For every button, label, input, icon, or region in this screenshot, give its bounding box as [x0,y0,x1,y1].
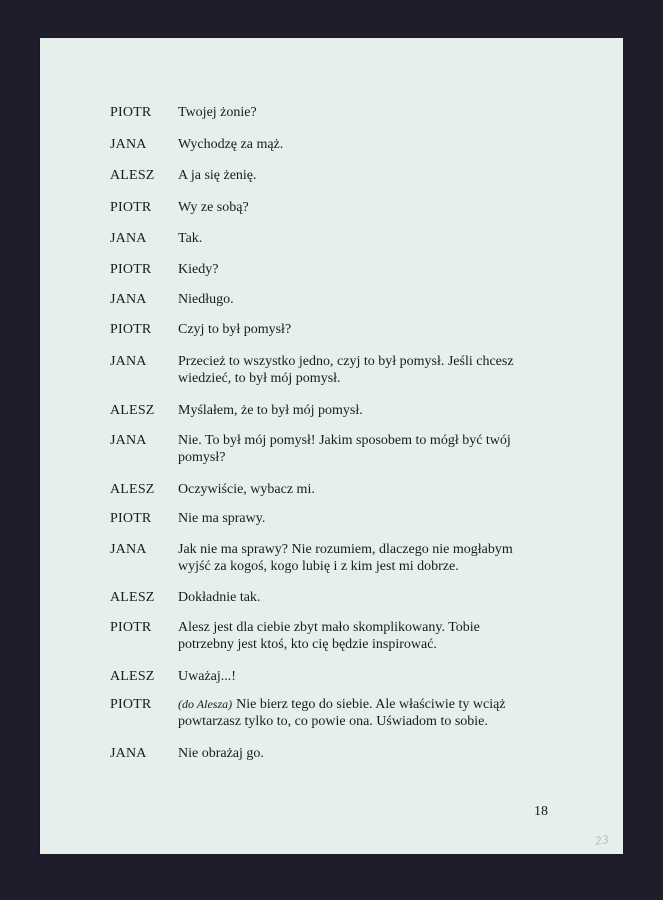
speaker-name: JANA [110,354,147,369]
speech-text: Wy ze sobą? [178,200,249,215]
speaker-name: ALESZ [110,590,155,605]
script-page [40,38,623,854]
speaker-name: JANA [110,292,147,307]
speech-text [178,696,518,730]
speech-text: Tak. [178,231,203,246]
speech-text: Jak nie ma sprawy? Nie rozumiem, dlaczego nie mogłabym wyjść za kogoś, kogo lubię i z kim jest mi dobrze. [178,542,513,574]
speaker-name: PIOTR [110,697,152,712]
speech-text: Uważaj...! [178,669,236,684]
speech-text: Dokładnie tak. [178,590,261,605]
speaker-name: ALESZ [110,482,155,497]
speech-text: Myślałem, że to był mój pomysł. [178,403,363,418]
speech-text: Kiedy? [178,262,219,277]
speaker-name: ALESZ [110,669,155,684]
speaker-name: JANA [110,433,147,448]
speech-text: Nie obrażaj go. [178,746,264,761]
speaker-name: PIOTR [110,322,152,337]
speech-text: Oczywiście, wybacz mi. [178,482,315,497]
speech-text: Nie. To był mój pomysł! Jakim sposobem to mógł być twój pomysł? [178,433,511,465]
speech-text: Wychodzę za mąż. [178,137,284,152]
speech-text: Alesz jest dla ciebie zbyt mało skomplikowany. Tobie potrzebny jest ktoś, kto cię będzie inspirować. [178,620,480,652]
speaker-name: ALESZ [110,168,155,183]
speech-text: Nie ma sprawy. [178,511,266,526]
speaker-name: ALESZ [110,403,155,418]
speaker-name: PIOTR [110,511,152,526]
page-number: 18 [534,804,548,819]
margin-note: 23 [594,833,610,848]
speaker-name: JANA [110,231,147,246]
speech-body: Nie bierz tego do siebie. Ale właściwie ty wciąż powtarzasz tylko to, co powie ona. Uświadom to sobie. [178,697,506,729]
speaker-name: PIOTR [110,620,152,635]
speaker-name: PIOTR [110,262,152,277]
speaker-name: PIOTR [110,105,152,120]
speaker-name: JANA [110,746,147,761]
speech-text: Niedługo. [178,292,234,307]
speech-text: Twojej żonie? [178,105,257,120]
dialogue [40,38,623,854]
speaker-name: JANA [110,542,147,557]
speaker-name: JANA [110,137,147,152]
stage-direction: (do Alesza) [178,697,233,711]
speech-text: Przecież to wszystko jedno, czyj to był pomysł. Jeśli chcesz wiedzieć, to był mój pomysł. [178,354,514,386]
speech-text: Czyj to był pomysł? [178,322,292,337]
speaker-name: PIOTR [110,200,152,215]
speech-text: A ja się żenię. [178,168,257,183]
